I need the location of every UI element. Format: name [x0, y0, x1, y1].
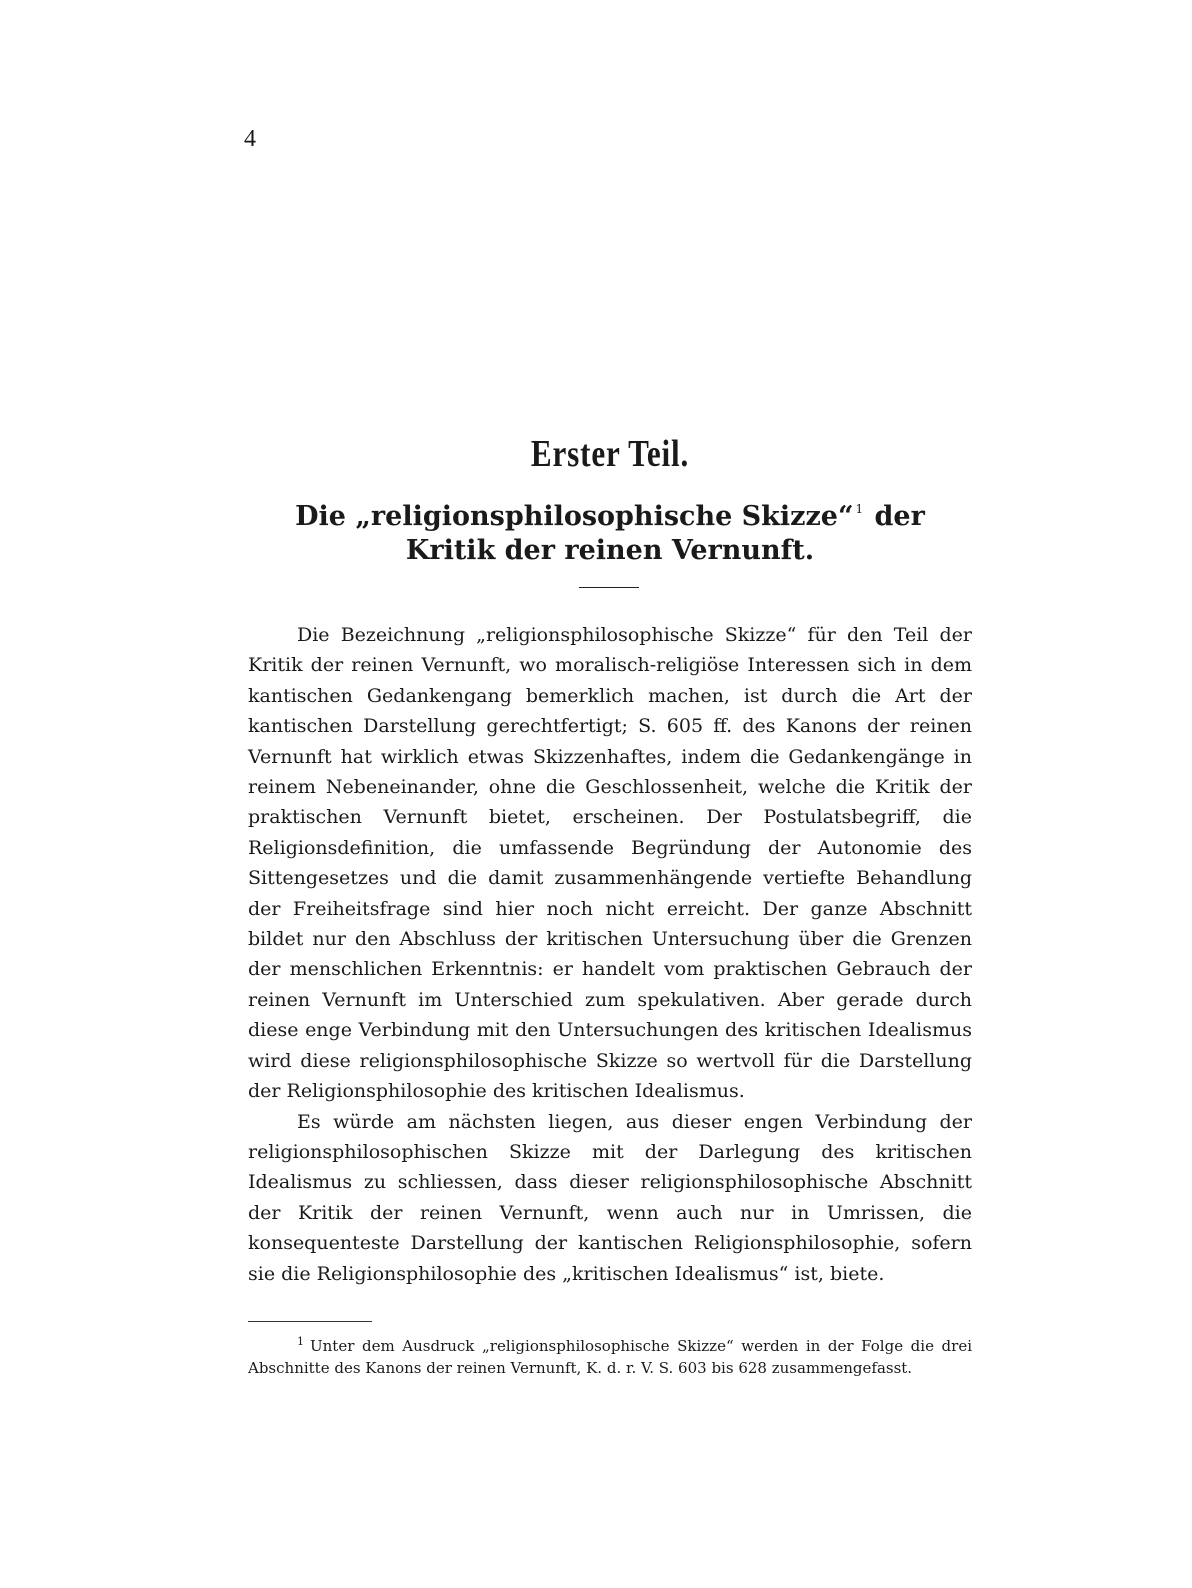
paragraph-2: Es würde am nächsten liegen, aus dieser engen Verbindung der religionsphilosophischen Skizze mit der Darlegung des kritischen Idealismus zu schliessen, dass dieser religionsphilosophische Abschnitt der Kritik der reinen Vernunft, wenn auch nur in Umrissen, die konsequenteste Darstellung der kantischen Religionsphilosophie, sofern sie die Religionsphilosophie des „kritischen Idealismus“ ist, biete. [248, 1110, 972, 1285]
section-title-text-continued: der Kritik der reinen Vernunft. [405, 501, 925, 566]
body-text [248, 620, 972, 1289]
footnote [248, 1331, 972, 1379]
footnote-reference: 1 [855, 502, 864, 516]
paragraph-1: Die Bezeichnung „religionsphilosophische Skizze“ für den Teil der Kritik der reinen Vernunft, wo moralisch-religiöse Interessen sich in dem kantischen Gedankengang bemerklich machen, ist durch die Art der kantischen Darstellung gerechtfertigt; S. 605 ff. des Kanons der reinen Vernunft hat wirklich etwas Skizzenhaftes, indem die Gedankengänge in reinem Nebeneinander, ohne die Geschlossenheit, welche die Kritik der praktischen Vernunft bietet, erscheinen. Der Postulatsbegriff, die Religionsdefinition, die umfassende Begründung der Autonomie des Sittengesetzes und die damit zusammenhängende vertiefte Behandlung der Freiheitsfrage sind hier noch nicht erreicht. Der ganze Abschnitt bildet nur den Abschluss der kritischen Untersuchung über die Grenzen der menschlichen Erkenntnis: er handelt vom praktischen Gebrauch der reinen Vernunft im Unterschied zum spekulativen. Aber gerade durch diese enge Verbindung mit den Untersuchungen des kritischen Idealismus wird diese religionsphilosophische Skizze so wertvoll für die Darstellung der Religionsphilosophie des kritischen Idealismus. [248, 624, 972, 1103]
footnote-marker: 1 [297, 1335, 304, 1348]
section-title [248, 492, 972, 568]
title-divider [579, 587, 639, 588]
footnote-divider [248, 1321, 372, 1322]
section-title-text: Die „religionsphilosophische Skizze“ [295, 501, 854, 532]
part-title: Erster Teil. [530, 433, 690, 475]
footnote-text: Unter dem Ausdruck „religionsphilosophische Skizze“ werden in der Folge die drei Abschnitte des Kanons der reinen Vernunft, K. d. r. V. S. 603 bis 628 zusammengefasst. [248, 1337, 972, 1377]
page-number: 4 [244, 126, 256, 152]
